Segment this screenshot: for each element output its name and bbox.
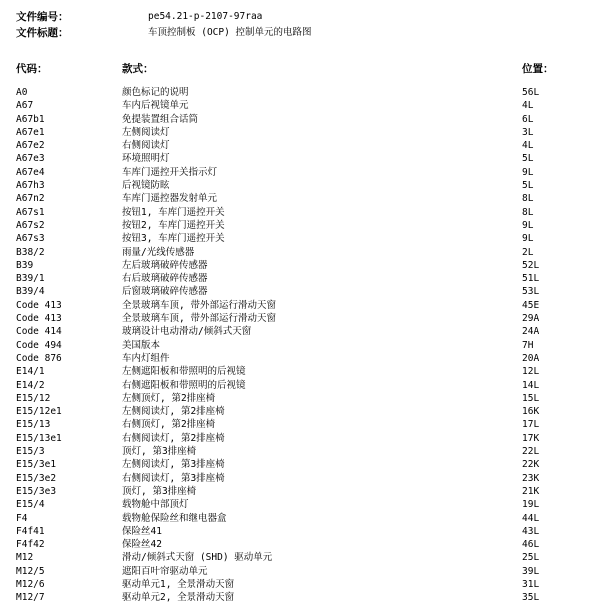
row-style: 全景玻璃车顶, 带外部运行滑动天窗 [122, 299, 276, 311]
row-position: 7H [522, 339, 534, 351]
row-code: B39/4 [16, 286, 45, 298]
table-row [0, 551, 604, 564]
document-number-label: 文件编号： [16, 11, 69, 23]
table-row [0, 352, 604, 365]
row-position: 35L [522, 592, 540, 604]
document-number-value: pe54.21-p-2107-97raa [148, 11, 263, 22]
table-row [0, 379, 604, 392]
row-style: 左侧遮阳板和带照明的后视镜 [122, 366, 246, 378]
row-position: 5L [522, 180, 534, 192]
table-row [0, 126, 604, 139]
table-row [0, 192, 604, 205]
row-position: 21K [522, 485, 540, 497]
table-row [0, 418, 604, 431]
table-row [0, 339, 604, 352]
row-code: E15/3e1 [16, 459, 57, 471]
row-position: 16K [522, 406, 540, 418]
row-code: E15/12e1 [16, 406, 62, 418]
row-position: 46L [522, 539, 540, 551]
row-style: 驱动单元2, 全景滑动天窗 [122, 592, 235, 604]
column-header-style: 款式： [122, 63, 154, 75]
document-title-label: 文件标题： [16, 27, 69, 39]
table-row [0, 392, 604, 405]
table-row [0, 99, 604, 112]
document-title-value: 车顶控制板 (OCP) 控制单元的电路图 [148, 27, 312, 38]
row-code: A67 [16, 100, 34, 112]
component-list [0, 86, 604, 605]
row-position: 44L [522, 512, 540, 524]
table-row [0, 139, 604, 152]
table-row [0, 259, 604, 272]
row-code: F4f41 [16, 525, 45, 537]
row-code: E15/13 [16, 419, 51, 431]
row-position: 17K [522, 432, 540, 444]
row-style: 遮阳百叶帘驱动单元 [122, 565, 208, 577]
table-row [0, 512, 604, 525]
row-code: E15/3e3 [16, 485, 57, 497]
row-style: 顶灯, 第3排座椅 [122, 485, 197, 497]
row-style: 右侧阅读灯 [122, 140, 170, 152]
table-row [0, 538, 604, 551]
row-style: 载物舱保险丝和继电器盒 [122, 512, 227, 524]
column-header-position: 位置： [522, 63, 554, 75]
row-code: A0 [16, 87, 28, 98]
row-code: M12/5 [16, 565, 45, 577]
row-position: 20A [522, 352, 540, 364]
row-code: E15/12 [16, 392, 51, 404]
table-row [0, 86, 604, 99]
row-style: 保险丝41 [122, 525, 162, 537]
table-row [0, 179, 604, 192]
row-style: 玻璃设计电动滑动/倾斜式天窗 [122, 326, 252, 338]
table-row [0, 299, 604, 312]
row-code: Code 413 [16, 299, 62, 311]
table-row [0, 166, 604, 179]
table-row [0, 113, 604, 126]
row-code: M12 [16, 552, 34, 564]
row-position: 14L [522, 379, 540, 391]
row-position: 9L [522, 233, 534, 245]
table-row [0, 498, 604, 511]
row-code: B39 [16, 259, 34, 271]
table-row [0, 405, 604, 418]
row-style: 右后玻璃破碎传感器 [122, 273, 208, 285]
row-style: 车库门遥控开关指示灯 [122, 166, 218, 178]
row-code: F4 [16, 512, 28, 524]
row-position: 31L [522, 578, 540, 590]
table-row [0, 365, 604, 378]
table-row [0, 485, 604, 498]
row-position: 43L [522, 525, 540, 537]
row-style: 车内灯组件 [122, 352, 170, 364]
row-code: A67s3 [16, 233, 45, 245]
table-row [0, 285, 604, 298]
table-row [0, 312, 604, 325]
row-code: A67e2 [16, 140, 45, 152]
row-code: Code 876 [16, 352, 62, 364]
row-position: 15L [522, 392, 540, 404]
row-style: 顶灯, 第3排座椅 [122, 446, 197, 458]
row-style: 按钮1, 车库门遥控开关 [122, 206, 225, 218]
row-position: 51L [522, 273, 540, 285]
row-code: A67e4 [16, 166, 45, 178]
row-style: 右侧遮阳板和带照明的后视镜 [122, 379, 246, 391]
row-code: A67h3 [16, 180, 45, 192]
table-row [0, 565, 604, 578]
row-code: Code 414 [16, 326, 62, 338]
row-style: 全景玻璃车顶, 带外部运行滑动天窗 [122, 313, 276, 325]
row-position: 23K [522, 472, 540, 484]
row-position: 2L [522, 246, 534, 258]
row-code: M12/7 [16, 592, 45, 604]
row-code: A67s2 [16, 219, 45, 231]
row-style: 免提装置组合话筒 [122, 113, 199, 125]
row-style: 驱动单元1, 全景滑动天窗 [122, 578, 235, 590]
table-row [0, 232, 604, 245]
row-position: 24A [522, 326, 540, 338]
row-code: A67n2 [16, 193, 45, 205]
table-row [0, 525, 604, 538]
row-style: 车内后视镜单元 [122, 100, 189, 112]
row-position: 9L [522, 166, 534, 178]
table-row [0, 472, 604, 485]
row-code: A67e3 [16, 153, 45, 165]
row-style: 左侧阅读灯 [122, 126, 170, 138]
row-style: 按钮3, 车库门遥控开关 [122, 233, 225, 245]
row-code: E15/4 [16, 499, 45, 511]
row-code: B39/1 [16, 273, 45, 285]
row-code: E15/3e2 [16, 472, 57, 484]
row-position: 4L [522, 100, 534, 112]
row-position: 19L [522, 499, 540, 511]
row-style: 右侧阅读灯, 第2排座椅 [122, 432, 225, 444]
table-row [0, 578, 604, 591]
row-style: 滑动/倾斜式天窗 (SHD) 驱动单元 [122, 552, 273, 564]
row-code: A67e1 [16, 126, 45, 138]
row-code: F4f42 [16, 539, 45, 551]
row-style: 左侧阅读灯, 第3排座椅 [122, 459, 225, 471]
row-style: 左侧阅读灯, 第2排座椅 [122, 406, 225, 418]
table-row [0, 445, 604, 458]
row-style: 左侧顶灯, 第2排座椅 [122, 392, 216, 404]
row-position: 52L [522, 259, 540, 271]
row-style: 美国版本 [122, 339, 161, 351]
row-position: 6L [522, 113, 534, 125]
row-position: 9L [522, 219, 534, 231]
row-position: 25L [522, 552, 540, 564]
table-row [0, 219, 604, 232]
row-style: 左后玻璃破碎传感器 [122, 259, 208, 271]
row-style: 按钮2, 车库门遥控开关 [122, 219, 225, 231]
row-code: Code 413 [16, 313, 62, 325]
row-style: 后视镜防眩 [122, 180, 170, 192]
row-position: 29A [522, 313, 540, 325]
row-style: 载物舱中部顶灯 [122, 499, 189, 511]
row-position: 8L [522, 206, 534, 218]
row-code: E15/13e1 [16, 432, 62, 444]
row-code: M12/6 [16, 578, 45, 590]
row-position: 53L [522, 286, 540, 298]
row-position: 12L [522, 366, 540, 378]
row-style: 颜色标记的说明 [122, 87, 189, 98]
row-code: A67b1 [16, 113, 45, 125]
row-position: 4L [522, 140, 534, 152]
row-position: 22K [522, 459, 540, 471]
row-position: 56L [522, 87, 540, 98]
row-style: 车库门遥控器发射单元 [122, 193, 218, 205]
table-row [0, 591, 604, 604]
row-code: E14/2 [16, 379, 45, 391]
row-style: 保险丝42 [122, 539, 162, 551]
table-row [0, 272, 604, 285]
row-style: 雨量/光线传感器 [122, 246, 195, 258]
column-header-code: 代码： [16, 63, 48, 75]
row-position: 3L [522, 126, 534, 138]
table-row [0, 206, 604, 219]
table-row [0, 458, 604, 471]
row-code: E15/3 [16, 446, 45, 458]
row-position: 17L [522, 419, 540, 431]
row-position: 39L [522, 565, 540, 577]
row-code: A67s1 [16, 206, 45, 218]
table-row [0, 246, 604, 259]
row-style: 环境照明灯 [122, 153, 170, 165]
table-row [0, 152, 604, 165]
table-row [0, 325, 604, 338]
row-style: 右侧顶灯, 第2排座椅 [122, 419, 216, 431]
row-code: E14/1 [16, 366, 45, 378]
row-code: Code 494 [16, 339, 62, 351]
row-position: 22L [522, 446, 540, 458]
table-row [0, 432, 604, 445]
row-position: 5L [522, 153, 534, 165]
row-style: 右侧阅读灯, 第3排座椅 [122, 472, 225, 484]
row-position: 8L [522, 193, 534, 205]
row-style: 后窗玻璃破碎传感器 [122, 286, 208, 298]
row-code: B38/2 [16, 246, 45, 258]
row-position: 45E [522, 299, 540, 311]
